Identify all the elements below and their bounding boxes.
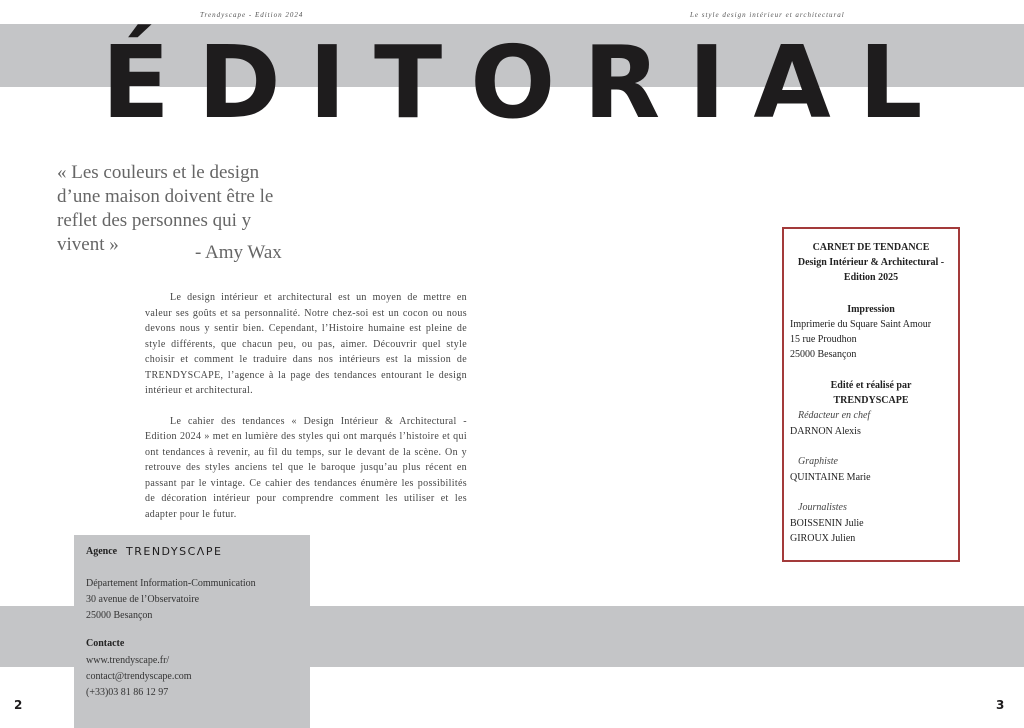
carnet-subtitle: Design Intérieur & Architectural - — [797, 257, 945, 268]
agency-phone: (+33)03 81 86 12 97 — [86, 687, 169, 698]
carnet-role-journalists: Journalistes — [798, 502, 847, 513]
agency-street: 30 avenue de l’Observatoire — [86, 594, 200, 605]
agency-address — [86, 576, 256, 624]
running-header-left: Trendyscape - Edition 2024 — [200, 11, 304, 19]
carnet-printer-city: 25000 Besançon — [790, 349, 857, 360]
carnet-edited-label: Edité et réalisé par — [830, 380, 912, 391]
carnet-edited-by: TRENDYSCAPE — [833, 395, 909, 406]
carnet-printer-street: 15 rue Proudhon — [790, 334, 857, 345]
carnet-graphist-name: QUINTAINE Marie — [790, 472, 871, 483]
agency-logo: TRENDYSCΛPE — [126, 545, 223, 558]
agency-label: Agence — [86, 546, 118, 557]
carnet-title: CARNET DE TENDANCE — [812, 242, 930, 253]
agency-website-link[interactable]: www.trendyscape.fr/ — [86, 655, 170, 666]
body-paragraph-2: Le cahier des tendances « Design Intérieur & Architectural - Edition 2024 » met en lumière des styles qui ont marqués l’histoire et qui ont tendances à revenir, au fil du temps, sur le devant de la scène. On y retrouve des styles anciens tel que le baroque jusqu’au plus récent en passant par le vintage. Ce cahier des tendances énumère les possibilités de décoration intérieur pour comprendre comment les utiliser et les adapter pour le futur. — [145, 415, 467, 520]
running-header-right: Le style design intérieur et architectural — [690, 11, 845, 19]
carnet-impression-label: Impression — [847, 304, 895, 315]
carnet-box — [782, 227, 960, 562]
agency-contact-label: Contacte — [86, 638, 125, 649]
page-number-right: 3 — [996, 698, 1005, 712]
page-number-left: 2 — [14, 698, 23, 712]
carnet-edition: Edition 2025 — [843, 272, 899, 283]
agency-city: 25000 Besançon — [86, 610, 153, 621]
agency-email-link[interactable]: contact@trendyscape.com — [86, 671, 192, 682]
pull-quote: « Les couleurs et le design d’une maison doivent être le reflet des personnes qui y vivent » — [57, 162, 274, 255]
quote-author: - Amy Wax — [195, 242, 282, 263]
carnet-journalist-1: BOISSENIN Julie — [790, 518, 864, 529]
carnet-printer: Imprimerie du Square Saint Amour — [790, 319, 932, 330]
page-title: ÉDITORIAL — [101, 24, 951, 141]
agency-department: Département Information-Communication — [86, 578, 256, 589]
carnet-role-editor: Rédacteur en chef — [798, 410, 871, 421]
carnet-role-graphist: Graphiste — [798, 456, 838, 467]
agency-contact-block — [86, 653, 192, 701]
editorial-body — [145, 290, 467, 537]
carnet-editor-name: DARNON Alexis — [790, 426, 861, 437]
body-paragraph-1: Le design intérieur et architectural est un moyen de mettre en valeur ses goûts et sa personnalité. Notre chez-soi est un cocon ou nous devons nous y sentir bien. Cependant, l’Histoire humaine est pleine de style différents, que chacun peu, ou pas, aimer. Découvrir quel style choisir et comment le traduire dans nos intérieurs est la mission de TRENDYSCAPE, l’agence à la page des tendances entourant le design intérieur et architectural. — [145, 292, 467, 396]
carnet-journalist-2: GIROUX Julien — [790, 533, 856, 544]
